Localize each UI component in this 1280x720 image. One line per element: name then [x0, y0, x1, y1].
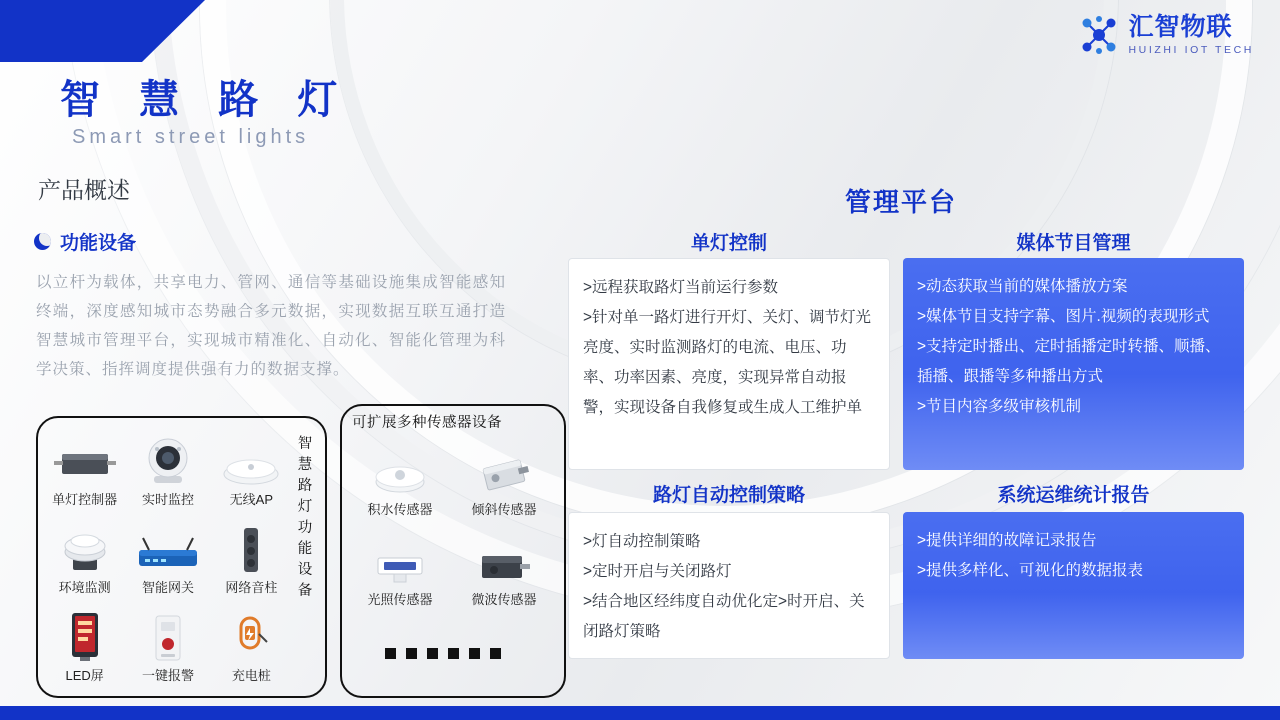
card-heading-single-lamp-control: 单灯控制 — [690, 233, 767, 254]
feature-heading: 功能设备 — [60, 233, 137, 254]
brand-logo — [1078, 14, 1254, 56]
card-line: >定时开启与关闭路灯 — [583, 563, 732, 580]
card-heading-ops-statistics-report: 系统运维统计报告 — [997, 485, 1150, 506]
card-line: >节目内容多级审核机制 — [917, 398, 1082, 415]
card-line: >远程获取路灯当前运行参数 — [583, 279, 779, 296]
device-item — [44, 600, 125, 684]
smart-gateway-icon — [133, 524, 203, 574]
charging-pile-icon — [231, 612, 271, 662]
page-title: 智 慧 路 灯 — [60, 78, 352, 122]
card-single-lamp-control — [568, 258, 890, 470]
sensor-label: 微波传感器 — [471, 592, 537, 607]
sensor-box-title: 可扩展多种传感器设备 — [352, 415, 502, 431]
device-item — [211, 512, 292, 596]
card-heading-media-program-management: 媒体节目管理 — [1016, 233, 1131, 254]
sensor-label: 光照传感器 — [367, 592, 433, 607]
device-item — [127, 512, 208, 596]
microwave-sensor-icon — [474, 536, 534, 586]
logo-title-cn: 汇智物联 — [1128, 12, 1233, 41]
blue-corner-decoration — [0, 0, 250, 62]
device-item — [211, 600, 292, 684]
card-line: >提供多样化、可视化的数据报表 — [917, 562, 1144, 579]
device-label: 无线AP — [229, 492, 273, 507]
card-line: >媒体节目支持字幕、图片.视频的表现形式 — [917, 308, 1210, 325]
sensor-item — [350, 524, 450, 608]
card-heading-auto-control-strategy: 路灯自动控制策略 — [652, 485, 805, 506]
card-line: >支持定时播出、定时插播定时转播、顺播、插播、跟播等多种播出方式 — [917, 338, 1221, 385]
logo-title-en: HUIZHI IOT TECH — [1128, 43, 1254, 56]
sensor-label: 倾斜传感器 — [471, 502, 537, 517]
logo-text — [1128, 12, 1254, 56]
led-screen-icon — [68, 612, 102, 662]
card-line: >动态获取当前的媒体播放方案 — [917, 278, 1128, 295]
device-label: 一键报警 — [141, 668, 194, 683]
card-ops-statistics-report — [903, 512, 1244, 659]
decorative-dots — [385, 648, 501, 659]
sensor-item — [350, 434, 450, 518]
card-line: >结合地区经纬度自动优化定>时开启、关闭路灯策略 — [583, 593, 865, 640]
device-label: LED屏 — [65, 668, 104, 683]
card-auto-control-strategy — [568, 512, 890, 659]
device-label: 网络音柱 — [225, 580, 278, 595]
device-label: 智能网关 — [141, 580, 194, 595]
environment-sensor-icon — [57, 524, 113, 574]
sensor-item — [454, 524, 554, 608]
device-box-vertical-label: 智慧路灯功能设备 — [297, 436, 313, 599]
card-media-program-management — [903, 258, 1244, 470]
bottom-blue-bar — [0, 706, 1280, 720]
overview-paragraph: 以立杆为载体，共享电力、管网、通信等基础设施集成智能感知终端，深度感知城市态势融合多元数据，实现数据互联互通打造智慧城市管理平台，实现城市精准化、自动化、智能化管理为科学决策、指挥调度提供强有力的数据支撑。 — [36, 274, 506, 378]
water-level-sensor-icon — [371, 446, 429, 496]
device-item — [127, 600, 208, 684]
tilt-sensor-icon — [475, 446, 533, 496]
wireless-ap-icon — [220, 436, 282, 486]
device-label: 实时监控 — [141, 492, 194, 507]
card-line: >灯自动控制策略 — [583, 533, 701, 550]
device-item — [44, 512, 125, 596]
cctv-camera-icon — [140, 436, 196, 486]
device-item — [44, 424, 125, 508]
network-nodes-icon — [1078, 14, 1120, 56]
platform-title: 管理平台 — [845, 187, 958, 217]
device-label: 环境监测 — [58, 580, 111, 595]
device-item — [211, 424, 292, 508]
device-grid — [44, 424, 292, 684]
device-label: 充电桩 — [231, 668, 271, 683]
device-item — [127, 424, 208, 508]
page-subtitle: Smart street lights — [72, 126, 310, 148]
emergency-call-icon — [150, 612, 186, 662]
section-title-overview: 产品概述 — [38, 177, 130, 203]
sensor-label: 积水传感器 — [367, 502, 433, 517]
sensor-item — [454, 434, 554, 518]
light-sensor-icon — [370, 536, 430, 586]
speaker-column-icon — [236, 524, 266, 574]
feature-heading-group — [34, 228, 136, 255]
moon-icon — [34, 233, 51, 250]
card-line: >针对单一路灯进行开灯、关灯、调节灯光亮度、实时监测路灯的电流、电压、功率、功率因素、亮度，实现异常自动报警，实现设备自我修复或生成人工维护单 — [583, 309, 872, 416]
card-line: >提供详细的故障记录报告 — [917, 532, 1097, 549]
sensor-grid — [350, 434, 554, 608]
device-label: 单灯控制器 — [52, 492, 118, 507]
power-supply-icon — [54, 436, 116, 486]
